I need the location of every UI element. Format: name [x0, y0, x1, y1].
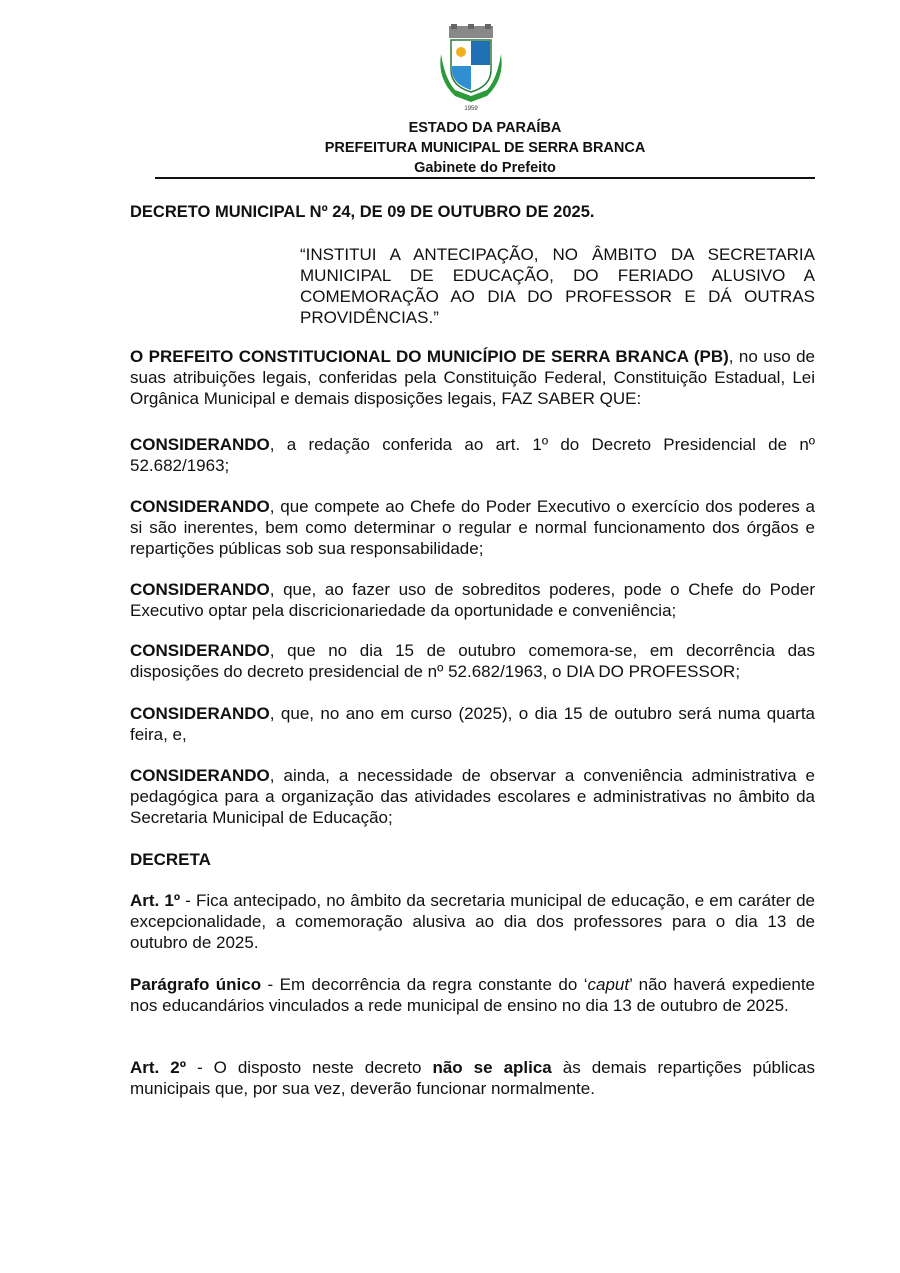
header-state: ESTADO DA PARAÍBA [408, 120, 562, 136]
text: , que, ao fazer uso de sobreditos poderes, pode o Chefe do Poder Executivo optar pela discricionariedade da oportunidade e conveniência; [130, 580, 815, 620]
decree-title: DECRETO MUNICIPAL Nº 24, DE 09 DE OUTUBRO DE 2025. [130, 203, 595, 221]
decree-epigraph: “INSTITUI A ANTECIPAÇÃO, NO ÂMBITO DA SECRETARIA MUNICIPAL DE EDUCAÇÃO, DO FERIADO ALUSIVO A COMEMORAÇÃO AO DIA DO PROFESSOR E DÁ OUTRAS PROVIDÊNCIAS.” [300, 245, 815, 327]
bold-text: CONSIDERANDO [130, 641, 270, 660]
considering-paragraph [130, 765, 815, 828]
decrees-heading [130, 849, 815, 870]
text: , que no dia 15 de outubro comemora-se, em decorrência das disposições do decreto presidencial de nº 52.682/1963, o DIA DO PROFESSOR; [130, 641, 815, 681]
bold-text: CONSIDERANDO [130, 580, 270, 599]
text: , que, no ano em curso (2025), o dia 15 de outubro será numa quarta feira, e, [130, 704, 815, 744]
text: , a redação conferida ao art. 1º do Decreto Presidencial de nº 52.682/1963; [130, 435, 815, 475]
bold-text: Art. 1º [130, 891, 181, 910]
text: - Fica antecipado, no âmbito da secretaria municipal de educação, e em caráter de excepcionalidade, a comemoração alusiva ao dia dos professores para o dia 13 de outubro de 2025. [130, 891, 815, 952]
bold-text: O PREFEITO CONSTITUCIONAL DO MUNICÍPIO DE SERRA BRANCA (PB) [130, 347, 729, 366]
considering-paragraph [130, 496, 815, 559]
considering-paragraph [130, 703, 815, 745]
bold-text: DECRETA [130, 850, 211, 869]
bold-text: CONSIDERANDO [130, 435, 270, 454]
svg-text:1959: 1959 [464, 106, 478, 112]
preamble-paragraph [130, 346, 815, 409]
bold-text: CONSIDERANDO [130, 766, 270, 785]
text: - O disposto neste decreto [185, 1058, 433, 1077]
text: às demais repartições públicas municipais que, por sua vez, deverão funcionar normalmente. [130, 1058, 815, 1098]
bold-text: Parágrafo único [130, 975, 262, 994]
bold-text: não se aplica [432, 1058, 552, 1077]
article-1 [130, 890, 815, 953]
text: - Em decorrência da regra constante do ‘ [261, 975, 588, 994]
text: , que compete ao Chefe do Poder Executivo o exercício dos poderes a si são inerentes, bem como determinar o regular e normal funcionamento dos órgãos e repartições públicas sob sua responsabilidade; [130, 497, 815, 558]
text: , no uso de suas atribuições legais, conferidas pela Constituição Federal, Constituição Estadual, Lei Orgânica Municipal e demais disposições legais, FAZ SABER QUE: [130, 347, 815, 408]
italic-text: caput [587, 975, 630, 994]
bold-text: Art. 2º [130, 1058, 186, 1077]
header-office: Gabinete do Prefeito [414, 160, 556, 176]
header-prefecture: PREFEITURA MUNICIPAL DE SERRA BRANCA [324, 140, 646, 156]
municipal-coat-of-arms-logo [435, 24, 507, 112]
header-divider [155, 177, 815, 179]
text: , ainda, a necessidade de observar a conveniência administrativa e pedagógica para a organização das atividades escolares e administrativas no âmbito da Secretaria Municipal de Educação; [130, 766, 815, 827]
considering-paragraph [130, 434, 815, 476]
considering-paragraph [130, 640, 815, 682]
sole-paragraph [130, 974, 815, 1016]
text: ’ não haverá expediente nos educandários vinculados a rede municipal de ensino no dia 13 de outubro de 2025. [130, 975, 816, 1015]
article-2 [130, 1057, 815, 1099]
bold-text: CONSIDERANDO [130, 497, 270, 516]
considering-paragraph [130, 579, 815, 621]
bold-text: CONSIDERANDO [130, 704, 270, 723]
